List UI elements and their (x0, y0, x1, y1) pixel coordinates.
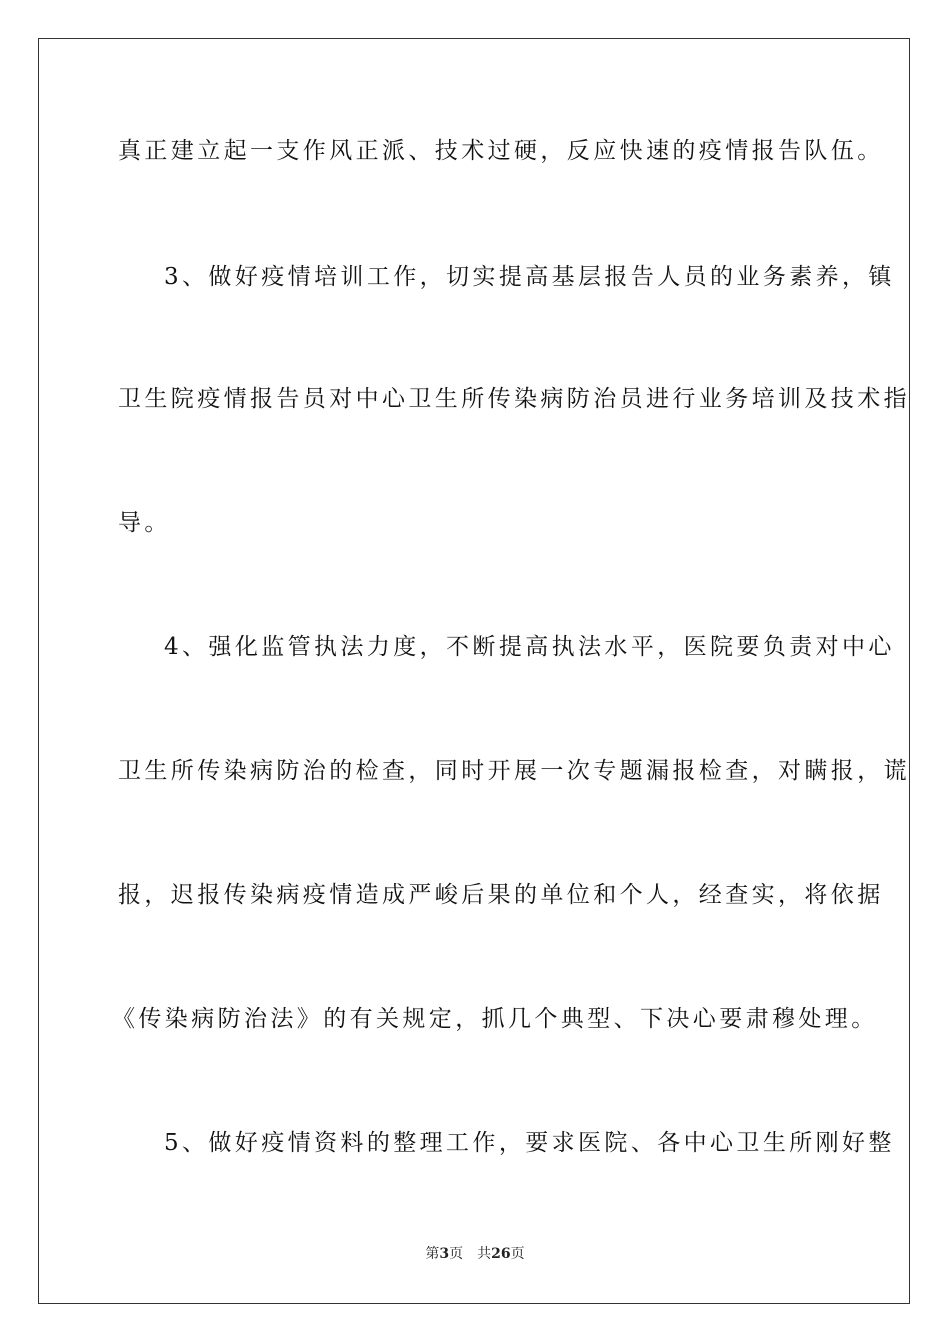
page-border (38, 38, 910, 1304)
paragraph-line-3: 卫生院疫情报告员对中心卫生所传染病防治员进行业务培训及技术指 (118, 386, 910, 412)
total-unit: 页 (510, 1246, 525, 1262)
paragraph-line-7: 报，迟报传染病疫情造成严峻后果的单位和个人，经查实，将依据 (118, 882, 884, 908)
page-current: 3 (439, 1246, 450, 1262)
paragraph-line-2: 3、做好疫情培训工作，切实提高基层报告人员的业务素养，镇 (164, 264, 895, 290)
paragraph-line-8: 《传染病防治法》的有关规定，抓几个典型、下决心要肃穆处理。 (112, 1006, 878, 1032)
page-total: 26 (491, 1246, 511, 1262)
total-prefix: 共 (477, 1246, 492, 1262)
paragraph-line-1: 真正建立起一支作风正派、技术过硬，反应快速的疫情报告队伍。 (118, 138, 884, 164)
paragraph-line-6: 卫生所传染病防治的检查，同时开展一次专题漏报检查，对瞒报，谎 (118, 758, 910, 784)
page-footer (0, 1244, 950, 1264)
paragraph-line-4: 导。 (118, 510, 171, 536)
page-prefix: 第 (425, 1246, 440, 1262)
page-unit: 页 (449, 1246, 464, 1262)
paragraph-line-9: 5、做好疫情资料的整理工作，要求医院、各中心卫生所刚好整 (164, 1130, 895, 1156)
paragraph-line-5: 4、强化监管执法力度，不断提高执法水平，医院要负责对中心 (164, 634, 895, 660)
